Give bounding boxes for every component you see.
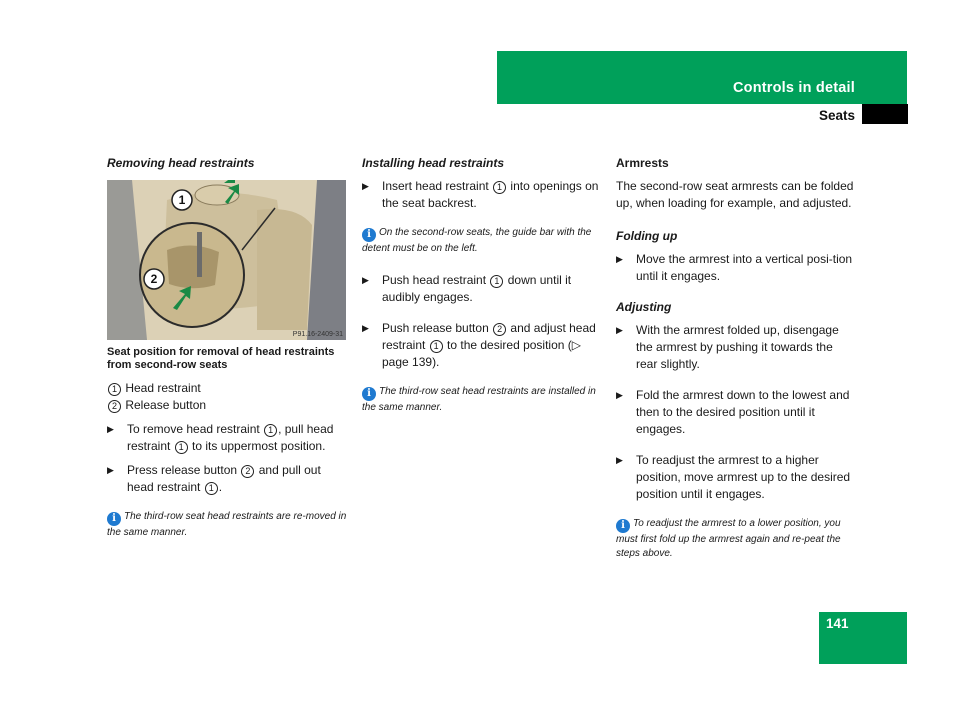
triangle-right-icon: ▶: [362, 323, 369, 333]
triangle-right-icon: ▶: [616, 455, 623, 465]
step-push-head-restraint: ▶ Push head restraint 1 down until it audibly engages.: [362, 273, 572, 304]
step-insert-head-restraint: ▶ Insert head restraint 1 into openings on the seat backrest.: [362, 179, 599, 210]
legend-item: [107, 380, 347, 397]
legend-item: [107, 397, 347, 414]
info-note: i The third-row seat head restraints are re-moved in the same manner.: [107, 511, 347, 538]
info-icon: i: [107, 512, 121, 526]
armrests-intro: The second-row seat armrests can be folded up, when loading for example, and adjusted.: [616, 179, 854, 210]
legend-text: Head restraint: [125, 381, 201, 395]
triangle-right-icon: ▶: [616, 254, 623, 264]
head-restraint-illustration: [107, 180, 346, 340]
callout-number: 2: [108, 400, 121, 413]
seat-illustration: [107, 180, 346, 340]
info-icon: i: [362, 387, 376, 401]
section-title: Seats: [818, 108, 855, 123]
step-push-release-button: ▶ Push release button 2 and adjust head restraint 1 to the desired position (▷ page 139).: [362, 321, 596, 369]
triangle-right-icon: ▶: [107, 465, 114, 475]
section-tab-marker: [862, 104, 908, 124]
figure-caption: Seat position for removal of head restraints from second-row seats: [107, 346, 335, 371]
info-icon: i: [362, 228, 376, 242]
chapter-title: Controls in detail: [732, 80, 855, 96]
legend-text: Release button: [125, 398, 207, 412]
info-note: i On the second-row seats, the guide bar with the detent must be on the left.: [362, 227, 592, 254]
header-bar: [497, 51, 907, 104]
column-installing-head-restraints: [362, 155, 602, 431]
triangle-right-icon: ▶: [362, 275, 369, 285]
info-note: i To readjust the armrest to a lower position, you must first fold up the armrest again and re-peat the steps above.: [616, 518, 841, 559]
triangle-right-icon: ▶: [616, 325, 623, 335]
heading-removing-head-restraints: Removing head restraints: [107, 156, 255, 170]
triangle-right-icon: ▶: [107, 424, 114, 434]
info-note: i The third-row seat head restraints are installed in the same manner.: [362, 386, 596, 413]
figure-code: P91.16-2409-31: [292, 331, 343, 338]
info-icon: i: [616, 519, 630, 533]
page-number-box: [819, 612, 907, 664]
step-adjust: ▶ To readjust the armrest to a higher position, move armrest up to the desired position until it engages.: [616, 453, 851, 501]
heading-armrests: Armrests: [616, 156, 669, 170]
step-remove-head-restraint: ▶ To remove head restraint 1 , pull head restraint 1 to its uppermost position.: [107, 422, 334, 453]
page-reference-link[interactable]: ▷ page 139: [382, 338, 581, 369]
triangle-right-icon: ▶: [616, 390, 623, 400]
column-removing-head-restraints: [107, 155, 347, 556]
step-adjust: ▶ Fold the armrest down to the lowest and then to the desired position until it engages.: [616, 388, 850, 436]
callout-number: 1: [108, 383, 121, 396]
step-press-release-button: ▶ Press release button 2 and pull out head restraint 1 .: [107, 463, 321, 494]
triangle-right-icon: ▶: [362, 181, 369, 191]
step-adjust: ▶ With the armrest folded up, disengage the armrest by pushing it towards the rear slightly.: [616, 323, 839, 371]
page-number: 141: [826, 616, 849, 631]
heading-folding-up: Folding up: [616, 229, 678, 243]
heading-installing-head-restraints: Installing head restraints: [362, 156, 505, 170]
step-fold-up: ▶ Move the armrest into a vertical posi-tion until it engages.: [616, 252, 853, 283]
figure-callout-1: 1: [178, 193, 186, 207]
heading-adjusting: Adjusting: [616, 300, 672, 314]
column-armrests: [616, 155, 856, 577]
figure-callout-2: 2: [150, 272, 158, 286]
